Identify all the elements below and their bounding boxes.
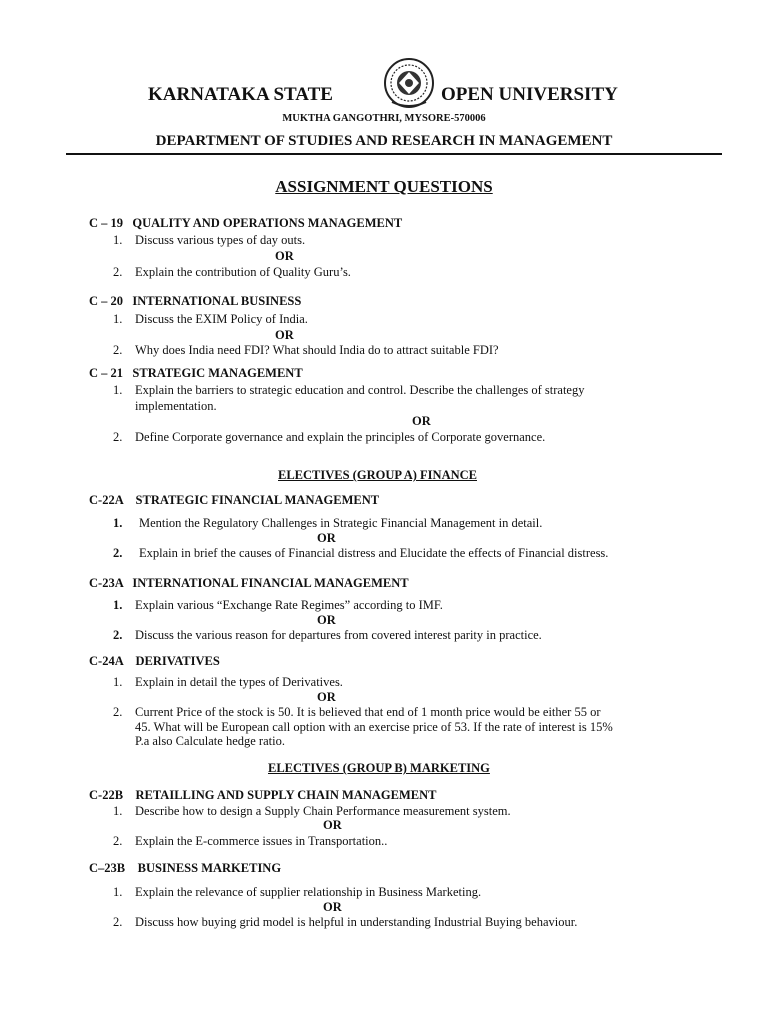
question-number: 2. bbox=[113, 915, 123, 929]
course-heading: C – 19 QUALITY AND OPERATIONS MANAGEMENT bbox=[89, 216, 403, 230]
or-label: OR bbox=[317, 531, 336, 545]
question-text: Discuss how buying grid model is helpful in understanding Industrial Buying behaviour. bbox=[135, 915, 578, 929]
question-text: Define Corporate governance and explain the principles of Corporate governance. bbox=[135, 430, 546, 444]
department-name: DEPARTMENT OF STUDIES AND RESEARCH IN MANAGEMENT bbox=[155, 133, 613, 149]
question-number: 1. bbox=[113, 383, 123, 397]
question-text: Explain the barriers to strategic education and control. Describe the challenges of strategy bbox=[135, 383, 585, 397]
or-label: OR bbox=[323, 900, 342, 914]
university-address: MUKTHA GANGOTHRI, MYSORE-570006 bbox=[282, 113, 486, 124]
question-number: 1. bbox=[113, 885, 123, 899]
course-heading: C – 21 STRATEGIC MANAGEMENT bbox=[89, 366, 303, 380]
question-number: 1. bbox=[113, 516, 123, 530]
question-number: 1. bbox=[113, 312, 123, 326]
or-label: OR bbox=[275, 328, 294, 342]
question-text: Discuss various types of day outs. bbox=[135, 233, 306, 247]
page-title: ASSIGNMENT QUESTIONS bbox=[275, 177, 493, 196]
question-text-continued: P.a also Calculate hedge ratio. bbox=[135, 734, 285, 748]
or-label: OR bbox=[323, 818, 342, 832]
electives-heading-marketing: ELECTIVES (GROUP B) MARKETING bbox=[268, 761, 490, 775]
question-number: 2. bbox=[113, 628, 123, 642]
question-text: Discuss the EXIM Policy of India. bbox=[135, 312, 308, 326]
question-text: Explain in detail the types of Derivatives. bbox=[135, 675, 343, 689]
question-text: Explain the relevance of supplier relationship in Business Marketing. bbox=[135, 885, 482, 899]
question-number: 1. bbox=[113, 233, 123, 247]
course-heading: C–23B BUSINESS MARKETING bbox=[89, 861, 282, 875]
university-logo bbox=[382, 56, 436, 110]
university-name-right: OPEN UNIVERSITY bbox=[441, 84, 618, 105]
university-name-left: KARNATAKA STATE bbox=[148, 84, 333, 105]
question-number: 1. bbox=[113, 598, 123, 612]
question-number: 2. bbox=[113, 265, 123, 279]
question-text: Explain the contribution of Quality Guru’s. bbox=[135, 265, 351, 279]
question-text: Mention the Regulatory Challenges in Strategic Financial Management in detail. bbox=[139, 516, 543, 530]
question-number: 1. bbox=[113, 675, 123, 689]
question-number: 2. bbox=[113, 430, 123, 444]
question-number: 2. bbox=[113, 834, 123, 848]
question-text: Explain the E-commerce issues in Transportation.. bbox=[135, 834, 388, 848]
course-heading: C-23A INTERNATIONAL FINANCIAL MANAGEMENT bbox=[89, 576, 409, 590]
question-text-continued: 45. What will be European call option with an exercise price of 53. If the rate of interest is 15% bbox=[135, 720, 613, 734]
question-text: Discuss the various reason for departures from covered interest parity in practice. bbox=[135, 628, 542, 642]
or-label: OR bbox=[275, 249, 294, 263]
electives-heading-finance: ELECTIVES (GROUP A) FINANCE bbox=[278, 468, 477, 482]
or-label: OR bbox=[317, 613, 336, 627]
course-heading: C-22A STRATEGIC FINANCIAL MANAGEMENT bbox=[89, 493, 380, 507]
question-text: Explain various “Exchange Rate Regimes” according to IMF. bbox=[135, 598, 443, 612]
or-label: OR bbox=[412, 414, 431, 428]
question-text: Describe how to design a Supply Chain Performance measurement system. bbox=[135, 804, 511, 818]
question-text: Why does India need FDI? What should India do to attract suitable FDI? bbox=[135, 343, 499, 357]
question-number: 2. bbox=[113, 343, 123, 357]
or-label: OR bbox=[317, 690, 336, 704]
header-divider bbox=[66, 153, 722, 155]
question-number: 1. bbox=[113, 804, 123, 818]
course-heading: C – 20 INTERNATIONAL BUSINESS bbox=[89, 294, 302, 308]
question-text-continued: implementation. bbox=[135, 399, 217, 413]
question-number: 2. bbox=[113, 546, 123, 560]
course-heading: C-22B RETAILLING AND SUPPLY CHAIN MANAGEMENT bbox=[89, 788, 437, 802]
question-text: Current Price of the stock is 50. It is believed that end of 1 month price would be either 55 or bbox=[135, 705, 601, 719]
question-text: Explain in brief the causes of Financial distress and Elucidate the effects of Financial distress. bbox=[139, 546, 609, 560]
question-number: 2. bbox=[113, 705, 123, 719]
course-heading: C-24A DERIVATIVES bbox=[89, 654, 220, 668]
